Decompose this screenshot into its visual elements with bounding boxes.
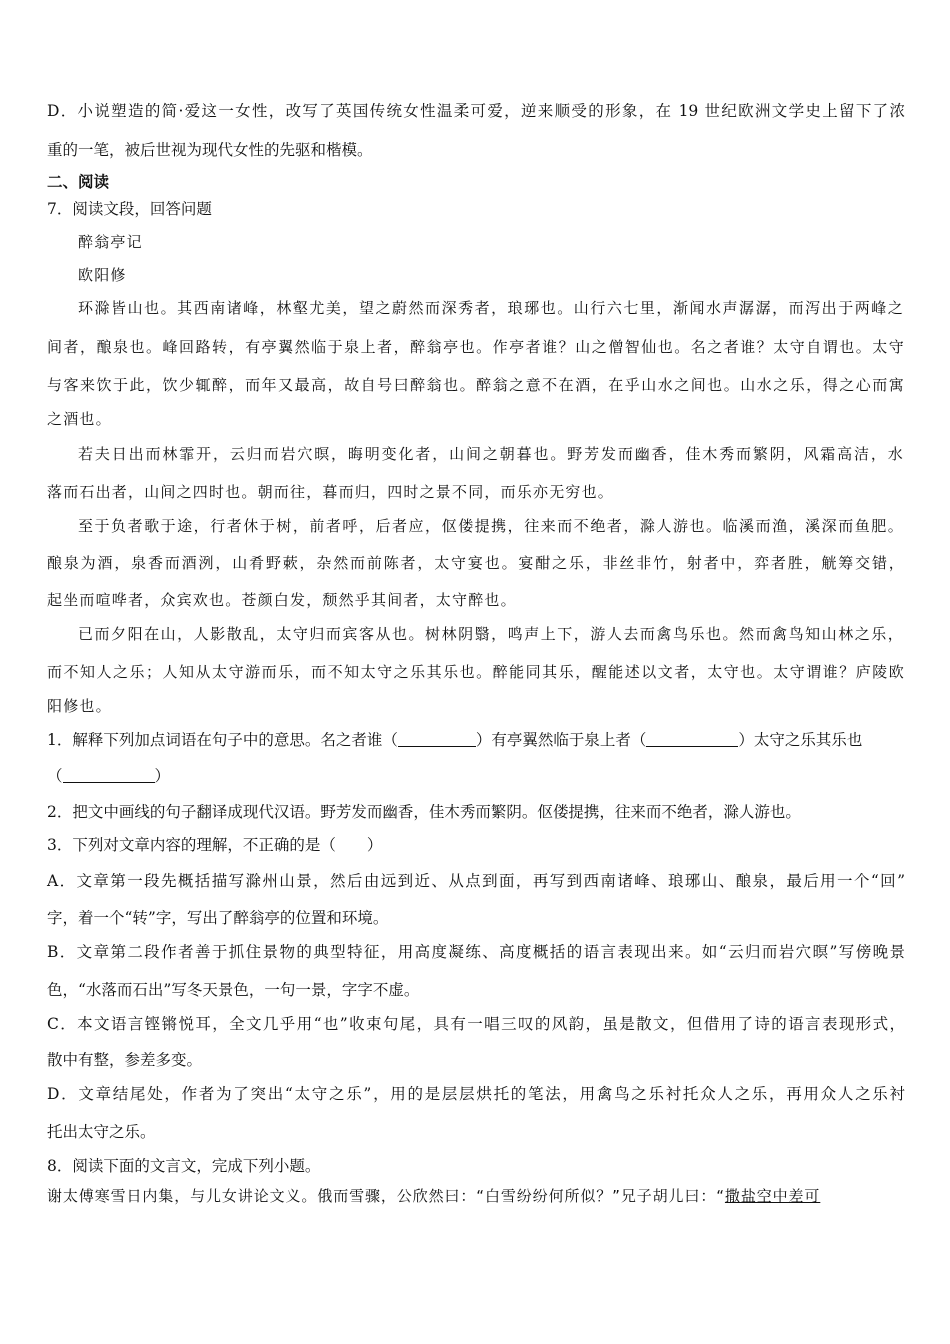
answer-blank-1[interactable] — [398, 732, 476, 747]
passage-p4-line2: 而不知人之乐；人知从太守游而乐，而不知太守之乐其乐也。醉能同其乐，醒能述以文者，太守也。太守谓谁？庐陵欧 — [47, 663, 905, 681]
q7-sub1-close-paren: ） — [154, 767, 171, 785]
passage-p2-line2: 落而石出者，山间之四时也。朝而往，暮而归，四时之景不同，而乐亦无穷也。 — [47, 483, 615, 501]
q6-option-d-line2: 重的一笔，被后世视为现代女性的先驱和楷模。 — [47, 141, 373, 159]
q7-sub1-line1 — [47, 730, 862, 750]
passage-p1-line2: 间者，酿泉也。峰回路转，有亭翼然临于泉上者，醉翁亭也。作亭者谁？山之僧智仙也。名之者谁？太守自谓也。太守 — [47, 338, 905, 356]
answer-blank-2[interactable] — [646, 732, 738, 747]
q8-passage-line1 — [47, 1186, 820, 1206]
q7-intro: 7．阅读文段，回答问题 — [47, 200, 212, 218]
option-a-line2: 字，着一个“转”字，写出了醉翁亭的位置和环境。 — [47, 909, 389, 927]
q6-option-d-line1: D．小说塑造的简·爱这一女性，改写了英国传统女性温柔可爱，逆来顺受的形象，在 19 世纪欧洲文学史上留下了浓 — [47, 102, 905, 120]
passage-p2-line1: 若夫日出而林霏开，云归而岩穴暝，晦明变化者，山间之朝暮也。野芳发而幽香，佳木秀而繁阴，风霜高洁，水 — [78, 445, 904, 463]
passage-title: 醉翁亭记 — [78, 233, 143, 251]
q8-underlined-sentence: 撒盐空中差可 — [724, 1187, 821, 1205]
q7-sub1-part-c: ）太守之乐其乐也 — [738, 731, 863, 749]
passage-p4-line3: 阳修也。 — [47, 697, 112, 715]
q7-sub1-line2 — [47, 766, 170, 786]
passage-p3-line3: 起坐而喧哗者，众宾欢也。苍颜白发，颓然乎其间者，太守醉也。 — [47, 591, 517, 609]
q8-passage-text: 谢太傅寒雪日内集，与儿女讲论文义。俄而雪骤，公欣然曰：“白雪纷纷何所似？”兄子胡儿曰：“ — [47, 1187, 725, 1205]
q7-sub2: 2．把文中画线的句子翻译成现代汉语。野芳发而幽香，佳木秀而繁阴。伛偻提携，往来而不绝者，滁人游也。 — [47, 803, 801, 821]
passage-p1-line1: 环滁皆山也。其西南诸峰，林壑尤美，望之蔚然而深秀者，琅琊也。山行六七里，渐闻水声潺潺，而泻出于两峰之 — [78, 299, 904, 317]
passage-p3-line1: 至于负者歌于途，行者休于树，前者呼，后者应，伛偻提携，往来而不绝者，滁人游也。临溪而渔，溪深而鱼肥。 — [78, 517, 904, 535]
passage-p3-line2: 酿泉为酒，泉香而酒洌，山肴野蔌，杂然而前陈者，太守宴也。宴酣之乐，非丝非竹，射者中，弈者胜，觥筹交错， — [47, 554, 905, 572]
answer-blank-3[interactable] — [63, 768, 155, 783]
option-a-line1: A．文章第一段先概括描写滁州山景，然后由远到近、从点到面，再写到西南诸峰、琅琊山、酿泉，最后用一个“回” — [47, 872, 905, 890]
passage-p1-line3: 与客来饮于此，饮少辄醉，而年又最高，故自号曰醉翁也。醉翁之意不在酒，在乎山水之间也。山水之乐，得之心而寓 — [47, 376, 905, 394]
q7-sub1-part-b: ）有亭翼然临于泉上者（ — [475, 731, 647, 749]
q7-sub3: 3．下列对文章内容的理解，不正确的是（ ） — [47, 836, 383, 854]
option-b-line2: 色，“水落而石出”写冬天景色，一句一景，字字不虚。 — [47, 981, 420, 999]
passage-p1-line4: 之酒也。 — [47, 410, 112, 428]
q8-intro: 8．阅读下面的文言文，完成下列小题。 — [47, 1157, 321, 1175]
option-c-line2: 散中有整，参差多变。 — [47, 1051, 203, 1069]
option-c-line1: C．本文语言铿锵悦耳，全文几乎用“也”收束句尾，具有一唱三叹的风韵，虽是散文，但借用了诗的语言表现形式， — [47, 1015, 905, 1033]
q7-sub1-part-a: 1．解释下列加点词语在句子中的意思。名之者谁（ — [47, 731, 398, 749]
option-d-line2: 托出太守之乐。 — [47, 1123, 156, 1141]
passage-author: 欧阳修 — [78, 266, 127, 284]
option-d-line1: D．文章结尾处，作者为了突出“太守之乐”，用的是层层烘托的笔法，用禽鸟之乐衬托众人之乐，再用众人之乐衬 — [47, 1085, 905, 1103]
passage-p4-line1: 已而夕阳在山，人影散乱，太守归而宾客从也。树林阴翳，鸣声上下，游人去而禽鸟乐也。然而禽鸟知山林之乐， — [78, 625, 904, 643]
section-heading: 二、阅读 — [47, 172, 110, 191]
option-b-line1: B．文章第二段作者善于抓住景物的典型特征，用高度凝练、高度概括的语言表现出来。如“云归而岩穴暝”写傍晚景 — [47, 943, 905, 961]
q7-sub1-open-paren: （ — [47, 767, 63, 785]
